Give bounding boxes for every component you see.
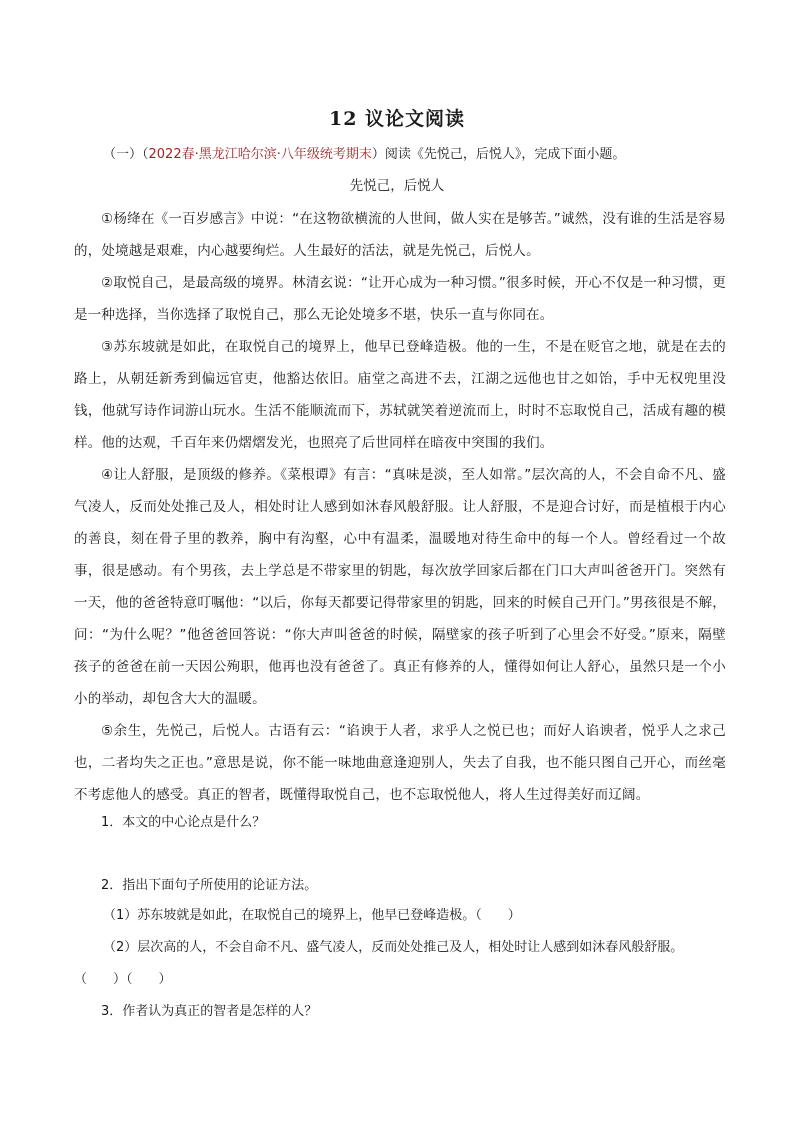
exam-source: 2022春·黑龙江哈尔滨·八年级统考期末 bbox=[148, 147, 372, 162]
page-title: 12 议论文阅读 bbox=[328, 108, 466, 130]
question-2-part-2: （2）层次高的人，不会自命不凡、盛气凌人，反而处处推己及人，相处时让人感到如沐春风般舒服。 bbox=[103, 940, 684, 955]
intro-prefix: （一）（ bbox=[103, 147, 149, 162]
question-1: 1．本文的中心论点是什么？ bbox=[101, 815, 266, 830]
intro-suffix: ）阅读《先悦己，后悦人》，完成下面小题。 bbox=[371, 147, 626, 162]
question-2: 2．指出下面句子所使用的论证方法。 bbox=[101, 878, 318, 893]
question-2-part-2-blanks: （ ）（ ） bbox=[74, 972, 172, 987]
essay-title: 先悦己，后悦人 bbox=[349, 178, 445, 194]
question-2-part-1: （1）苏东坡就是如此，在取悦自己的境界上，他早已登峰造极。（ ） bbox=[103, 908, 521, 923]
question-3: 3．作者认为真正的智者是怎样的人？ bbox=[101, 1004, 318, 1019]
section-intro bbox=[103, 146, 723, 164]
paragraph-5: ⑤余生，先悦己，后悦人。古语有云：“谄谀于人者，求乎人之悦已也；而好人谄谀者，悦乎人之求己也，二者均失之正也。”意思是说，你不能一味地曲意逢迎别人，失去了自我，也不能只图自己开心，而丝毫不考虑他人的感受。真正的智者，既懂得取悦自己，也不忘取悦他人，将人生过得美好而辽阔。 bbox=[74, 723, 726, 803]
paragraph-2: ②取悦自己，是最高级的境界。林清玄说：“让开心成为一种习惯。”很多时候，开心不仅是一种习惯，更是一种选择，当你选择了取悦自己，那么无论处境多不堪，快乐一直与你同在。 bbox=[74, 275, 726, 323]
paragraph-3: ③苏东坡就是如此，在取悦自己的境界上，他早已登峰造极。他的一生，不是在贬官之地，就是在去的路上，从朝廷新秀到偏远官吏，他豁达依旧。庙堂之高进不去，江湖之远他也甘之如饴，手中无权兜里没钱，他就写诗作词游山玩水。生活不能顺流而下，苏轼就笑着逆流而上，时时不忘取悦自己，活成有趣的模样。他的达观，千百年来仍熠熠发光，也照亮了后世同样在暗夜中突围的我们。 bbox=[74, 339, 726, 451]
paragraph-4: ④让人舒服，是顶级的修养。《菜根谭》有言：“真味是淡，至人如常。”层次高的人，不会自命不凡、盛气凌人，反而处处推己及人，相处时让人感到如沐春风般舒服。让人舒服，不是迎合讨好，而是植根于内心的善良，刻在骨子里的教养，胸中有沟壑，心中有温柔，温暖地对待生命中的每一个人。曾经看过一个故事，很是感动。有个男孩，去上学总是不带家里的钥匙，每次放学回家后都在门口大声叫爸爸开门。突然有一天，他的爸爸特意叮嘱他：“以后，你每天都要记得带家里的钥匙，回来的时候自己开门。”男孩很是不解，问：“为什么呢？”他爸爸回答说：“你大声叫爸爸的时候，隔壁家的孩子听到了心里会不好受。”原来，隔壁孩子的爸爸在前一天因公殉职，他再也没有爸爸了。真正有修养的人，懂得如何让人舒心，虽然只是一个小小的举动，却包含大大的温暖。 bbox=[74, 467, 726, 707]
essay-body bbox=[74, 203, 726, 811]
paragraph-1: ①杨绛在《一百岁感言》中说：“在这物欲横流的人世间，做人实在是够苦。”诚然，没有谁的生活是容易的，处境越是艰难，内心越要绚烂。人生最好的活法，就是先悦己，后悦人。 bbox=[74, 211, 726, 259]
